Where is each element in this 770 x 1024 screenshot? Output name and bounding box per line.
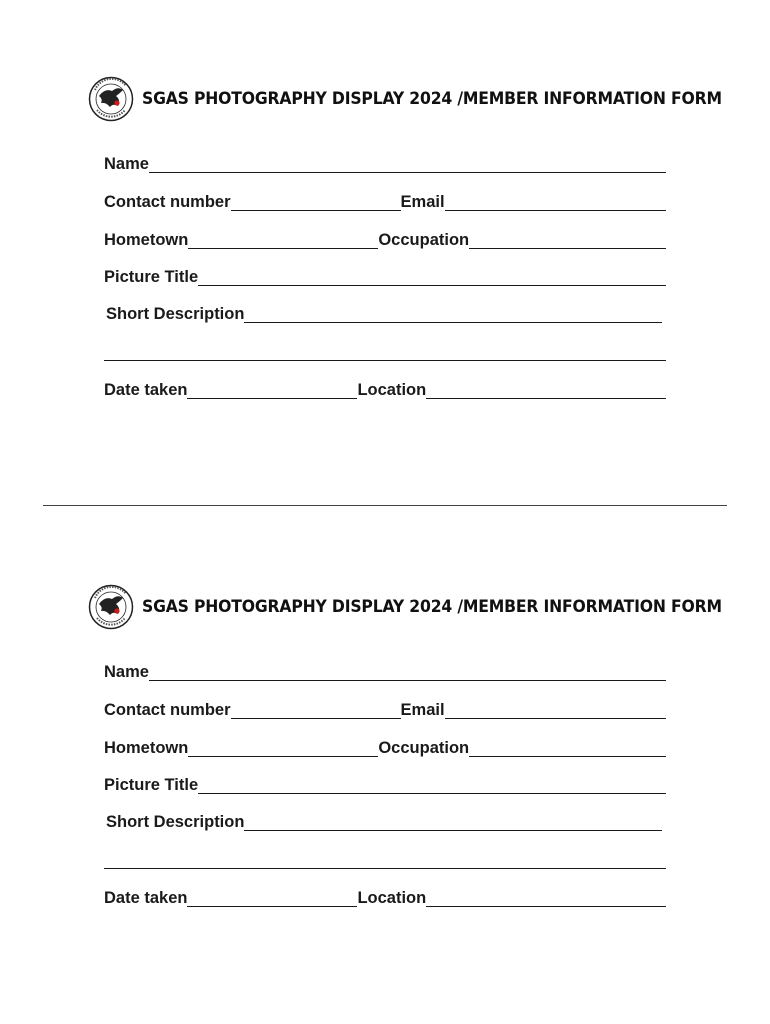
short-description-label: Short Description [106,305,245,323]
short-description-field[interactable] [244,322,662,323]
short-description-field[interactable] [244,830,662,831]
picture-title-label: Picture Title [104,776,199,794]
short-description-field-line2[interactable] [104,868,666,869]
club-seal-logo-icon [88,76,134,122]
email-field[interactable] [445,718,666,719]
date-location-row [104,886,666,910]
hometown-field[interactable] [188,248,378,249]
name-label: Name [104,155,149,173]
form-header [88,584,770,630]
cut-line-divider [43,505,727,506]
contact-number-label: Contact number [104,193,231,211]
location-field[interactable] [426,398,666,399]
short-description-row [106,302,662,326]
email-label: Email [400,701,445,719]
hometown-occupation-row [104,736,666,760]
short-description-field-line2[interactable] [104,360,666,361]
short-description-row [106,810,662,834]
short-description-label: Short Description [106,813,245,831]
name-label: Name [104,663,149,681]
contact-email-row [104,698,666,722]
form-header [88,76,770,122]
picture-title-row [104,265,666,289]
hometown-label: Hometown [104,739,189,757]
occupation-field[interactable] [469,248,666,249]
location-label: Location [357,381,427,399]
picture-title-label: Picture Title [104,268,199,286]
hometown-field[interactable] [188,756,378,757]
club-seal-logo-icon [88,584,134,630]
name-row [104,660,666,684]
form-title: SGAS PHOTOGRAPHY DISPLAY 2024 /MEMBER INFORMATION FORM [142,597,722,617]
location-label: Location [357,889,427,907]
date-taken-field[interactable] [187,906,357,907]
member-form-top [0,0,770,420]
name-field[interactable] [149,680,666,681]
contact-number-label: Contact number [104,701,231,719]
member-form-bottom [0,508,770,928]
email-label: Email [400,193,445,211]
short-description-continued-row [104,848,666,872]
name-field[interactable] [149,172,666,173]
date-taken-label: Date taken [104,381,188,399]
name-row [104,152,666,176]
occupation-label: Occupation [378,739,470,757]
picture-title-row [104,773,666,797]
date-location-row [104,378,666,402]
picture-title-field[interactable] [198,793,666,794]
short-description-continued-row [104,340,666,364]
occupation-label: Occupation [378,231,470,249]
contact-number-field[interactable] [231,718,401,719]
occupation-field[interactable] [469,756,666,757]
email-field[interactable] [445,210,666,211]
form-title: SGAS PHOTOGRAPHY DISPLAY 2024 /MEMBER INFORMATION FORM [142,89,722,109]
hometown-label: Hometown [104,231,189,249]
date-taken-field[interactable] [187,398,357,399]
location-field[interactable] [426,906,666,907]
picture-title-field[interactable] [198,285,666,286]
contact-email-row [104,190,666,214]
date-taken-label: Date taken [104,889,188,907]
hometown-occupation-row [104,228,666,252]
contact-number-field[interactable] [231,210,401,211]
